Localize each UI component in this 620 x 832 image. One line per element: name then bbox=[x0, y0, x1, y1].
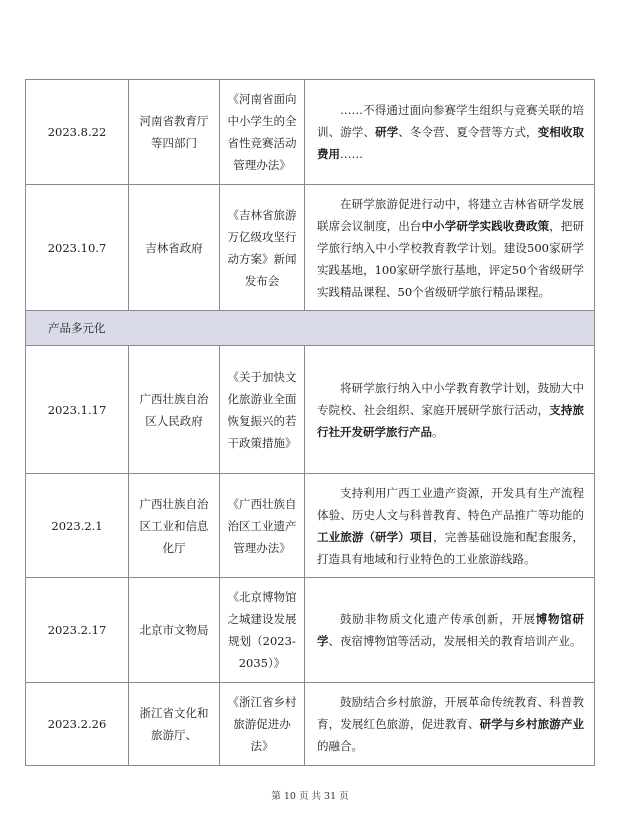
text-segment: 的融合。 bbox=[317, 739, 363, 753]
text-segment: ……不得通过面向参赛学生组织与竞赛关联的培训、游学、 bbox=[317, 103, 584, 139]
date-cell: 2023.2.17 bbox=[26, 578, 129, 683]
table-row bbox=[26, 578, 595, 683]
table-row bbox=[26, 474, 595, 578]
document-cell: 《浙江省乡村旅游促进办法》 bbox=[220, 683, 305, 766]
department-cell: 吉林省政府 bbox=[129, 185, 220, 311]
department-cell: 浙江省文化和旅游厅、 bbox=[129, 683, 220, 766]
department-cell: 河南省教育厅等四部门 bbox=[129, 80, 220, 185]
date-cell: 2023.8.22 bbox=[26, 80, 129, 185]
text-segment: 将研学旅行纳入中小学教育教学计划，鼓励大中专院校、社会组织、家庭开展研学旅行活动， bbox=[317, 380, 584, 417]
content-cell bbox=[305, 578, 595, 683]
document-cell: 《北京博物馆之城建设发展规划（2023-2035）》 bbox=[220, 578, 305, 683]
date-cell: 2023.2.1 bbox=[26, 474, 129, 578]
bold-text-segment: 支持旅行社开发研学旅行产品 bbox=[317, 402, 585, 439]
table-row bbox=[26, 80, 595, 185]
text-segment: 鼓励非物质文化遗产传承创新，开展 bbox=[340, 612, 536, 626]
text-segment: 在研学旅游促进行动中，将建立吉林省研学发展联席会议制度，出台 bbox=[317, 196, 584, 233]
bold-text-segment: 工业旅游（研学）项目 bbox=[317, 529, 434, 544]
policy-table bbox=[25, 79, 595, 766]
document-cell: 《关于加快文化旅游业全面恢复振兴的若干政策措施》 bbox=[220, 346, 305, 474]
document-cell: 《河南省面向中小学生的全省性竞赛活动管理办法》 bbox=[220, 80, 305, 185]
bold-text-segment: 研学与乡村旅游产业 bbox=[479, 717, 585, 731]
text-segment: 、冬令营、夏令营等方式， bbox=[398, 125, 538, 139]
table-row bbox=[26, 185, 595, 311]
text-segment: …… bbox=[340, 147, 363, 161]
table-row bbox=[26, 346, 595, 474]
text-segment: 支持利用广西工业遗产资源，开发具有生产流程体验、历史人文与科普教育、特色产品推广等功能的 bbox=[317, 485, 584, 522]
content-cell bbox=[305, 80, 595, 185]
content-cell bbox=[305, 346, 595, 474]
date-cell: 2023.10.7 bbox=[26, 185, 129, 311]
bold-text-segment: 中小学研学实践收费政策 bbox=[421, 218, 550, 233]
department-cell: 北京市文物局 bbox=[129, 578, 220, 683]
content-cell bbox=[305, 185, 595, 311]
text-segment: ，把研学旅行纳入中小学校教育教学计划。建设500家研学实践基地，100家研学旅行基地，评定50个省级研学实践精品课程、50个省级研学旅行精品课程。 bbox=[317, 218, 585, 299]
table-row bbox=[26, 683, 595, 766]
bold-text-segment: 变相收取费用 bbox=[317, 125, 585, 161]
document-cell: 《吉林省旅游万亿级攻坚行动方案》新闻发布会 bbox=[220, 185, 305, 311]
bold-text-segment: 博物馆研学 bbox=[317, 612, 585, 648]
section-title: 产品多元化 bbox=[26, 311, 595, 346]
section-header-row bbox=[26, 311, 595, 346]
text-segment: ，完善基础设施和配套服务，打造具有地域和行业特色的工业旅游线路。 bbox=[317, 529, 585, 566]
department-cell: 广西壮族自治区工业和信息化厅 bbox=[129, 474, 220, 578]
content-cell bbox=[305, 474, 595, 578]
document-cell: 《广西壮族自治区工业遗产管理办法》 bbox=[220, 474, 305, 578]
page-footer: 第 10 页 共 31 页 bbox=[271, 791, 349, 802]
department-cell: 广西壮族自治区人民政府 bbox=[129, 346, 220, 474]
date-cell: 2023.2.26 bbox=[26, 683, 129, 766]
text-segment: 。 bbox=[432, 424, 444, 439]
content-cell bbox=[305, 683, 595, 766]
text-segment: 、夜宿博物馆等活动，发展相关的教育培训产业。 bbox=[328, 634, 582, 648]
text-segment: 鼓励结合乡村旅游，开展革命传统教育、科普教育，发展红色旅游，促进教育、 bbox=[317, 695, 584, 731]
bold-text-segment: 研学 bbox=[375, 125, 399, 139]
date-cell: 2023.1.17 bbox=[26, 346, 129, 474]
